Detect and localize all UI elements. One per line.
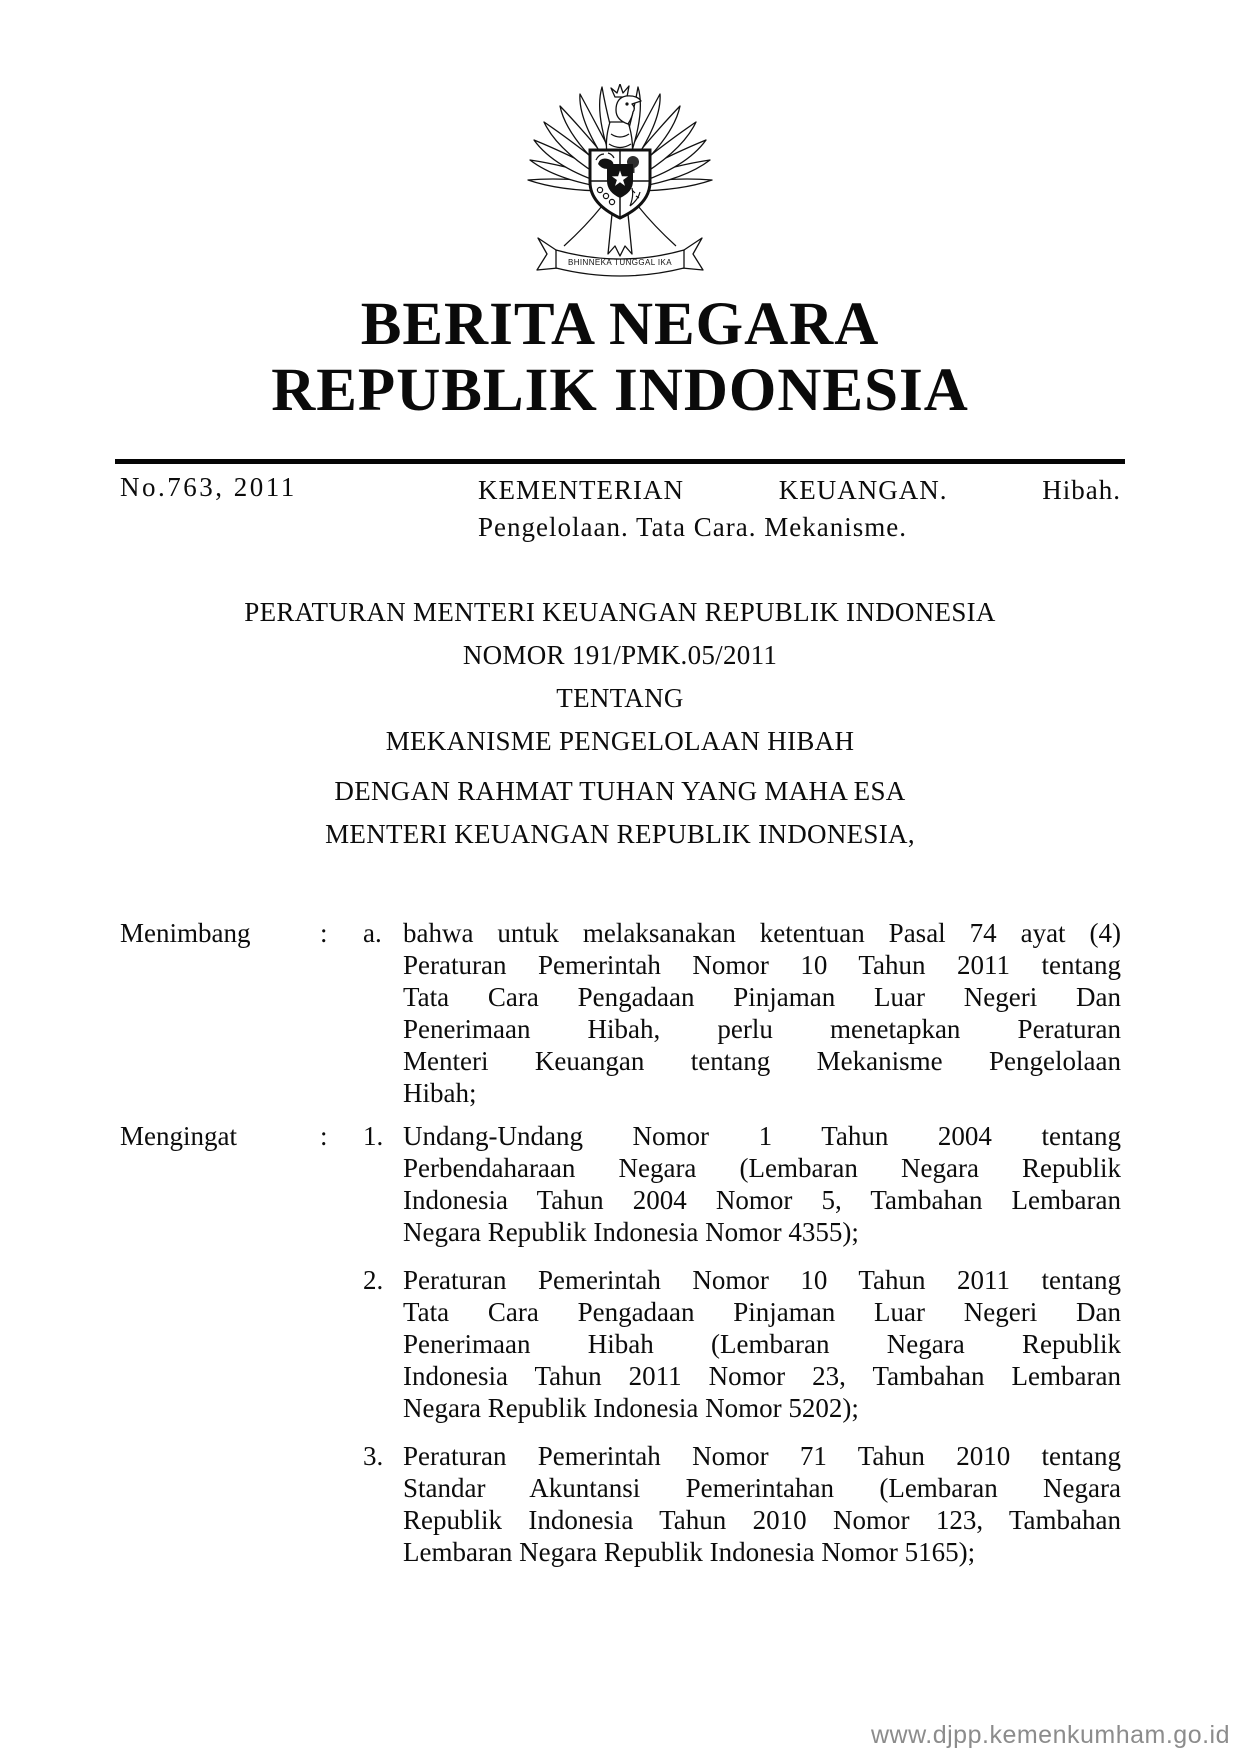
authority-line: MENTERI KEUANGAN REPUBLIK INDONESIA,: [325, 819, 915, 849]
item-marker-2: 2.: [363, 1265, 384, 1295]
menimbang-item-a-text: [403, 917, 1121, 1109]
subject-line2: Pengelolaan. Tata Cara. Mekanisme.: [478, 511, 907, 542]
item-marker-a: a.: [363, 918, 382, 948]
footer-watermark-url: www.djpp.kemenkumham.go.id: [871, 1721, 1230, 1749]
clause-colon-spacer: [320, 1264, 363, 1424]
text-line: Tata Cara Pengadaan Pinjaman Luar Negeri Dan: [403, 982, 1121, 1012]
masthead-title-line1: BERITA NEGARA: [360, 291, 880, 358]
regulation-title: [115, 591, 1125, 763]
masthead-title-line2: REPUBLIK INDONESIA: [271, 357, 969, 424]
mengingat-item-3: [120, 1440, 1121, 1568]
invocation-line: DENGAN RAHMAT TUHAN YANG MAHA ESA: [334, 776, 906, 806]
text-line: Tata Cara Pengadaan Pinjaman Luar Negeri Dan: [403, 1297, 1121, 1327]
text-line: Negara Republik Indonesia Nomor 4355);: [403, 1217, 859, 1247]
text-line: Indonesia Tahun 2011 Nomor 23, Tambahan Lembaran: [403, 1361, 1121, 1391]
clause-label-spacer: [120, 1264, 320, 1424]
text-line: Lembaran Negara Republik Indonesia Nomor 5165);: [403, 1537, 976, 1567]
emblem-motto-text: BHINNEKA TUNGGAL IKA: [567, 258, 673, 267]
masthead-title: [115, 292, 1125, 424]
text-line: Perbendaharaan Negara (Lembaran Negara Republik: [403, 1153, 1121, 1183]
mengingat-item-2-text: [403, 1264, 1121, 1424]
text-line: Peraturan Pemerintah Nomor 10 Tahun 2011 tentang: [403, 950, 1121, 980]
clause-label-spacer: [120, 1440, 320, 1568]
clause-label-mengingat: Mengingat: [120, 1121, 237, 1151]
regulation-title-line1: PERATURAN MENTERI KEUANGAN REPUBLIK INDONESIA: [244, 597, 996, 627]
issue-number: No.763, 2011: [120, 472, 297, 502]
text-line: Indonesia Tahun 2004 Nomor 5, Tambahan Lembaran: [403, 1185, 1121, 1215]
menimbang-section: [120, 917, 1121, 1109]
clause-colon: :: [320, 918, 328, 948]
item-marker-3: 3.: [363, 1441, 384, 1471]
text-line: Penerimaan Hibah, perlu menetapkan Peraturan: [403, 1014, 1121, 1044]
mengingat-item-2: [120, 1264, 1121, 1424]
mengingat-section: [120, 1120, 1121, 1568]
masthead-rule: [115, 459, 1125, 464]
regulation-title-line2: NOMOR 191/PMK.05/2011: [462, 640, 778, 670]
mengingat-item-1-text: [403, 1120, 1121, 1248]
text-line: Undang-Undang Nomor 1 Tahun 2004 tentang: [403, 1121, 1121, 1151]
subject-line1: KEMENTERIAN KEUANGAN. Hibah.: [478, 475, 1121, 505]
mengingat-item-1: [120, 1120, 1121, 1248]
mengingat-item-3-text: [403, 1440, 1121, 1568]
menimbang-item-a: [120, 917, 1121, 1109]
text-line: Standar Akuntansi Pemerintahan (Lembaran Negara: [403, 1473, 1121, 1503]
text-line: Penerimaan Hibah (Lembaran Negara Republik: [403, 1329, 1121, 1359]
garuda-emblem-graphic: [520, 84, 720, 298]
item-marker-1: 1.: [363, 1121, 384, 1151]
clause-colon: :: [320, 1121, 328, 1151]
garuda-pancasila-emblem: [520, 84, 720, 298]
text-line: bahwa untuk melaksanakan ketentuan Pasal 74 ayat (4): [403, 918, 1121, 948]
clause-colon-spacer: [320, 1440, 363, 1568]
subject-classification: [478, 472, 1121, 545]
regulation-title-line3: TENTANG: [556, 683, 684, 713]
text-line: Hibah;: [403, 1078, 477, 1108]
clause-label-menimbang: Menimbang: [120, 918, 251, 948]
regulation-title-line4: MEKANISME PENGELOLAAN HIBAH: [385, 726, 855, 756]
text-line: Peraturan Pemerintah Nomor 71 Tahun 2010 tentang: [403, 1441, 1121, 1471]
text-line: Peraturan Pemerintah Nomor 10 Tahun 2011 tentang: [403, 1265, 1121, 1295]
text-line: Republik Indonesia Tahun 2010 Nomor 123, Tambahan: [403, 1505, 1121, 1535]
text-line: Negara Republik Indonesia Nomor 5202);: [403, 1393, 859, 1423]
text-line: Menteri Keuangan tentang Mekanisme Pengelolaan: [403, 1046, 1121, 1076]
